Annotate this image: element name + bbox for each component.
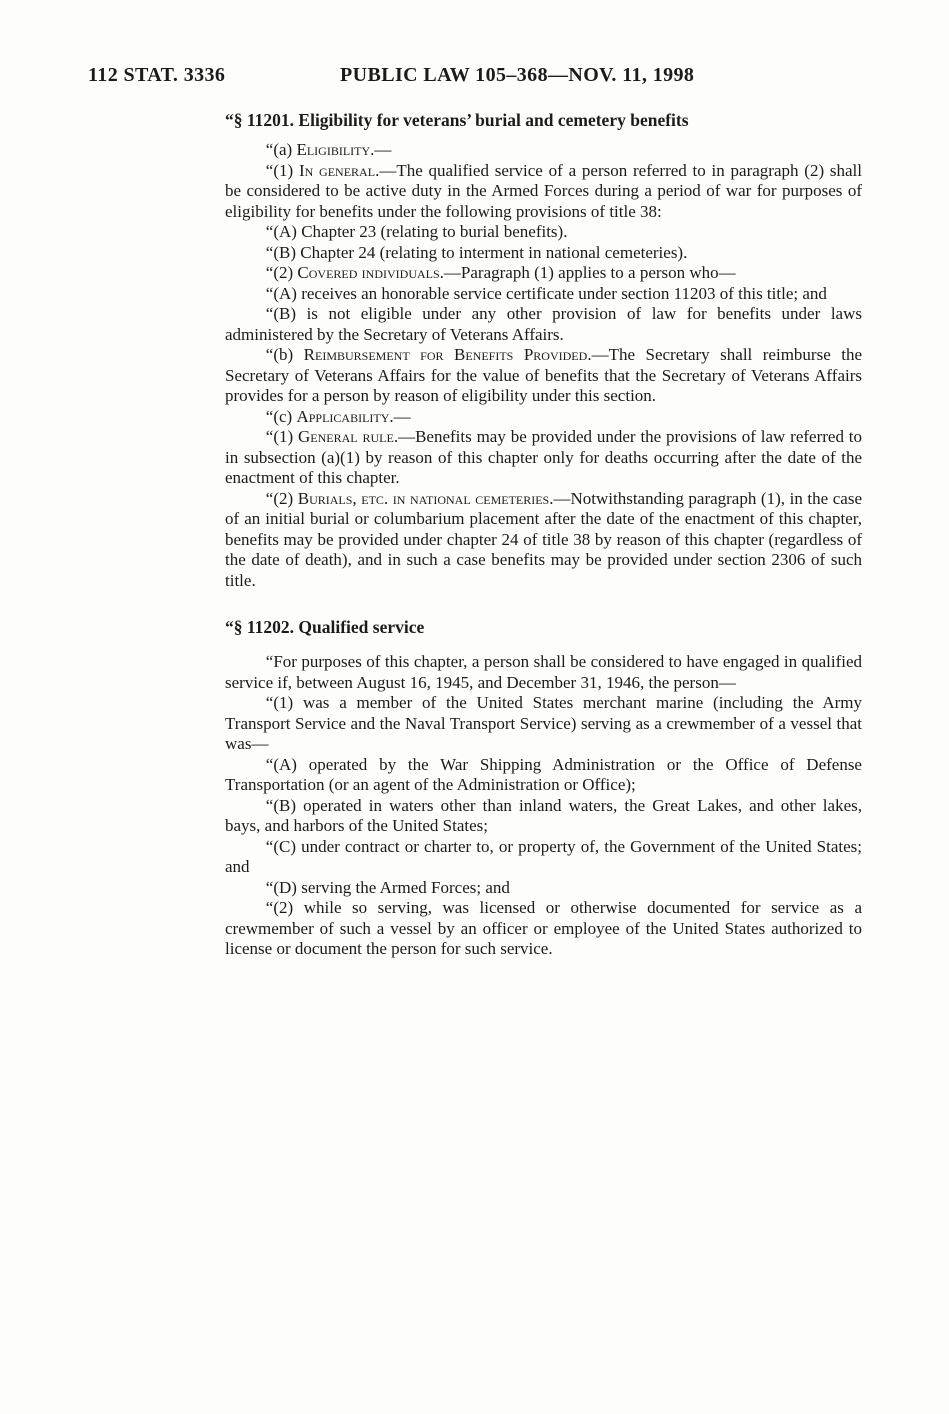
statute-paragraph [225, 161, 862, 223]
statute-text-column [225, 110, 862, 960]
para-smallcaps-heading: In general [298, 160, 376, 180]
para-text: .—The Secretary shall reimburse the Secretary of Veterans Affairs for the value of benefits that the Secretary of Veterans Affairs provides for a person by reason of eligibility under this section. [225, 345, 863, 405]
para-text: receives an honorable service certificate under section 11203 of this title; and [301, 283, 827, 303]
statute-paragraph [225, 693, 862, 755]
para-text: serving the Armed Forces; and [301, 877, 510, 897]
para-label: “(A) [265, 754, 309, 774]
para-label: “(2) [265, 263, 298, 282]
para-label: “(a) [265, 140, 297, 159]
para-smallcaps-heading: Eligibility [296, 140, 371, 159]
statute-paragraph [225, 345, 862, 407]
statute-paragraph [225, 652, 862, 693]
para-label: “(B) [265, 795, 304, 815]
para-smallcaps-heading: General rule [298, 427, 394, 446]
para-text: Chapter 23 (relating to burial benefits). [301, 222, 568, 241]
para-text: under contract or charter to, or property of, the Government of the United States; and [225, 836, 863, 876]
section-heading: “§ 11202. Qualified service [225, 617, 425, 637]
statute-paragraph [225, 898, 862, 960]
para-label: “(c) [265, 406, 297, 426]
para-label: “(D) [265, 877, 302, 897]
para-smallcaps-heading: Reimbursement for Benefits Provided [303, 345, 588, 364]
para-text: For purposes of this chapter, a person shall be considered to have engaged in qualified service if, between August 16, 1945, and December 31, 1946, the person— [225, 652, 862, 692]
section-11202 [225, 617, 862, 960]
para-text: .—Paragraph (1) applies to a person who— [439, 263, 736, 282]
stat-citation: 112 STAT. 3336 [88, 64, 226, 86]
para-smallcaps-heading: Covered individuals [297, 263, 440, 282]
para-text: .— [389, 406, 411, 426]
para-label: “ [265, 652, 274, 671]
para-text: Chapter 24 (relating to interment in national cemeteries). [300, 242, 688, 262]
para-text: was a member of the United States merchant marine (including the Army Transport Service and the Naval Transport Service) serving as a crewmember of a vessel that was— [225, 693, 863, 753]
section-heading: “§ 11201. Eligibility for veterans’ burial and cemetery benefits [225, 110, 689, 130]
para-text: .—Notwithstanding paragraph (1), in the case of an initial burial or columbarium placement after the date of the enactment of this chapter, benefits may be provided under chapter 24 of title 38 by reason of this chapter (regardless of the date of death), and in such a case benefits may be provided under section 2306 of such title. [225, 488, 862, 590]
statute-paragraph [225, 243, 862, 264]
statute-paragraph [225, 304, 862, 345]
para-label: “(B) [265, 304, 307, 323]
statute-paragraph [225, 837, 862, 878]
para-smallcaps-heading: Burials, etc. in national cemeteries [297, 488, 550, 508]
para-text: operated in waters other than inland waters, the Great Lakes, and other lakes, bays, and harbors of the United States; [225, 795, 862, 835]
para-label: “(b) [265, 345, 304, 364]
section-11201 [225, 110, 862, 591]
para-label: “(1) [265, 693, 303, 712]
statute-paragraph [225, 284, 862, 305]
para-text: while so serving, was licensed or otherwise documented for service as a crewmember of such a vessel by an officer or employee of the United States authorized to license or document the person for such service. [225, 898, 862, 958]
para-label: “(C) [265, 836, 302, 856]
statute-paragraph [225, 755, 862, 796]
statute-paragraph [225, 427, 862, 489]
statute-paragraph [225, 263, 862, 284]
para-label: “(1) [265, 427, 299, 446]
para-text: .— [370, 140, 392, 159]
law-title: PUBLIC LAW 105–368—NOV. 11, 1998 [340, 64, 695, 86]
running-head [0, 64, 949, 92]
statute-paragraph [225, 878, 862, 899]
para-text: .—Benefits may be provided under the provisions of law referred to in subsection (a)(1) by reason of this chapter only for deaths occurring after the date of the enactment of this chapter. [225, 427, 863, 487]
para-label: “(2) [265, 488, 298, 508]
statute-paragraph [225, 407, 862, 428]
para-label: “(B) [265, 242, 301, 262]
para-label: “(A) [265, 222, 302, 241]
statute-paragraph [225, 489, 862, 592]
para-label: “(A) [265, 283, 302, 303]
para-text: operated by the War Shipping Administration or the Office of Defense Transportation (or an agent of the Administration or Office); [225, 754, 862, 794]
para-text: .—The qualified service of a person referred to in paragraph (2) shall be considered to be active duty in the Armed Forces during a period of war for purposes of eligibility for benefits under the following provisions of title 38: [225, 160, 862, 221]
statute-paragraph [225, 222, 862, 243]
statute-paragraph [225, 796, 862, 837]
para-text: is not eligible under any other provision of law for benefits under laws administered by the Secretary of Veterans Affairs. [225, 304, 862, 344]
statute-paragraph [225, 140, 862, 161]
para-smallcaps-heading: Applicability [296, 406, 390, 426]
para-label: “(2) [265, 898, 304, 917]
para-label: “(1) [265, 160, 299, 180]
